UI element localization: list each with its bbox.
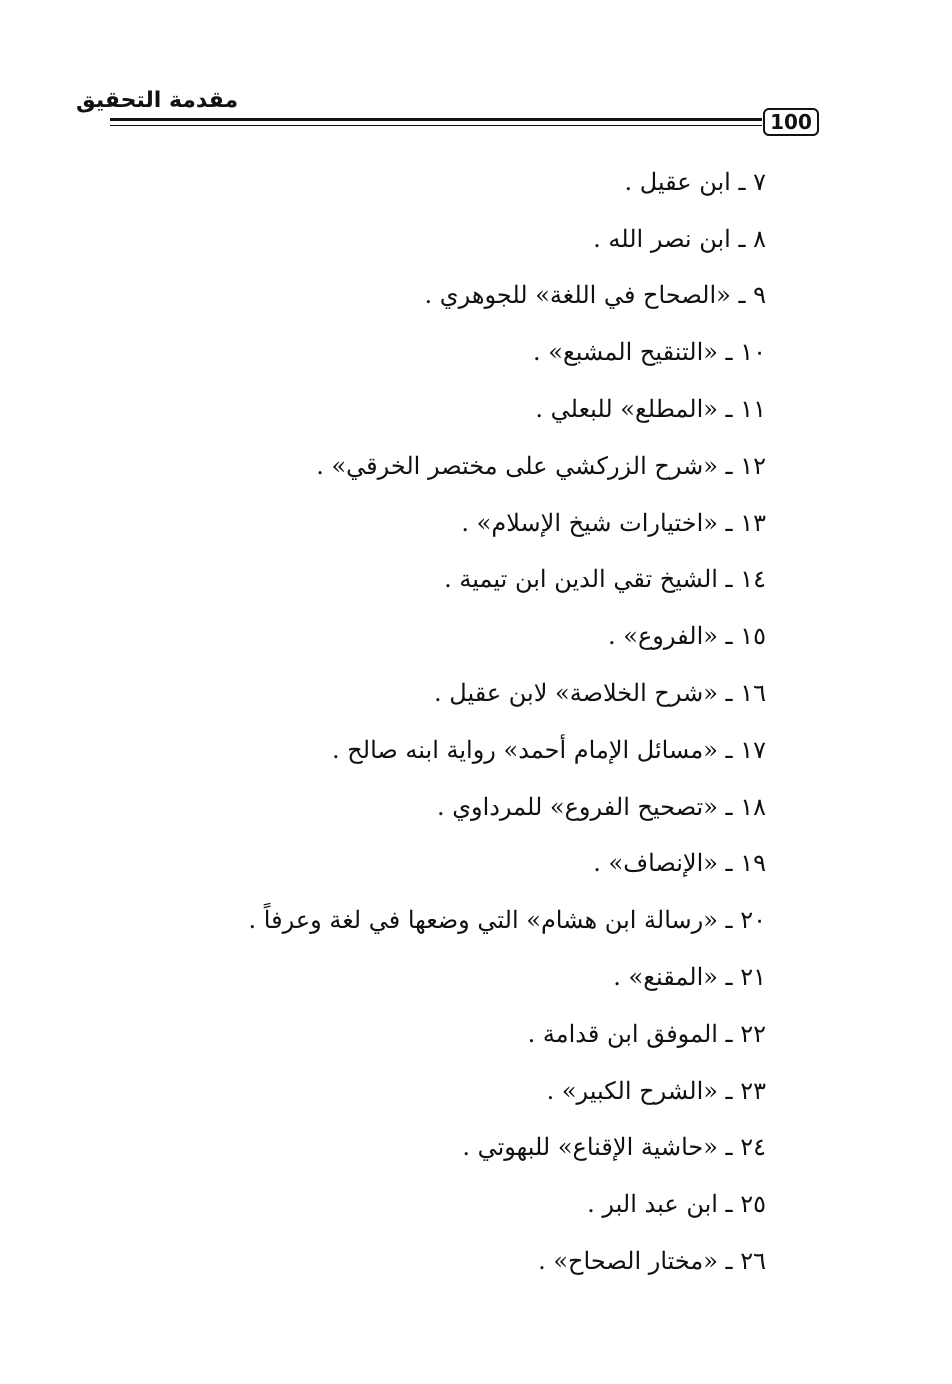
list-item: ١٢ ـ «شرح الزركشي على مختصر الخرقي» . <box>316 452 766 480</box>
list-item: ٢١ ـ «المقنع» . <box>613 963 766 991</box>
list-item: ١٧ ـ «مسائل الإمام أحمد» رواية ابنه صالح . <box>332 736 766 764</box>
list-item: ٢٠ ـ «رسالة ابن هشام» التي وضعها في لغة وعرفاً . <box>248 906 766 934</box>
list-item: ٩ ـ «الصحاح في اللغة» للجوهري . <box>424 281 766 309</box>
list-item: ١٥ ـ «الفروع» . <box>608 622 766 650</box>
list-item: ١٤ ـ الشيخ تقي الدين ابن تيمية . <box>444 565 766 593</box>
list-item: ٢٤ ـ «حاشية الإقناع» للبهوتي . <box>462 1133 766 1161</box>
list-item: ١٩ ـ «الإنصاف» . <box>593 849 766 877</box>
list-item: ٢٢ ـ الموفق ابن قدامة . <box>527 1020 766 1048</box>
list-item: ٢٦ ـ «مختار الصحاح» . <box>538 1247 766 1275</box>
list-item: ٢٥ ـ ابن عبد البر . <box>587 1190 766 1218</box>
list-item: ١٠ ـ «التنقيح المشبع» . <box>533 338 766 366</box>
list-item: ١١ ـ «المطلع» للبعلي . <box>535 395 766 423</box>
list-item: ٢٣ ـ «الشرح الكبير» . <box>546 1077 766 1105</box>
list-item: ٨ ـ ابن نصر الله . <box>593 225 766 253</box>
list-item: ٧ ـ ابن عقيل . <box>624 168 766 196</box>
page-number: 100 <box>763 108 819 136</box>
list-item: ١٣ ـ «اختيارات شيخ الإسلام» . <box>461 509 766 537</box>
list-item: ١٨ ـ «تصحيح الفروع» للمرداوي . <box>436 793 766 821</box>
list-item: ١٦ ـ «شرح الخلاصة» لابن عقيل . <box>434 679 766 707</box>
running-header-title: مقدمة التحقيق <box>76 88 239 113</box>
